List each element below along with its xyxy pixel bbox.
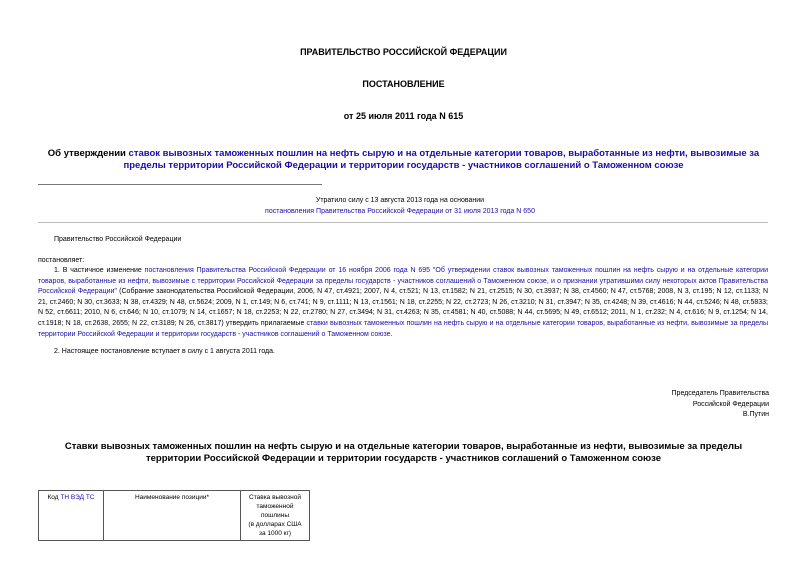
- paragraph-1: [38, 266, 768, 340]
- appendix-title: Ставки вывозных таможенных пошлин на нефть сырую и на отдельные категории товаров, выработанные из нефти, вывозимые за пределы территории Российской Федерации и территории государств - участников соглашений о Таможенном союзе: [64, 441, 743, 464]
- signature-block: [560, 389, 769, 421]
- header-rate-line: Ставка вывозной: [249, 494, 301, 501]
- p1-link-rates[interactable]: ставки вывозных таможенных пошлин на нефть сырую и на отдельные категории товаров, выработанные из нефти, вывозимые за пределы территории Российской Федерации и территории государств - участников соглашений о Таможенном союзе: [38, 319, 769, 338]
- header-code-link[interactable]: ТН ВЭД ТС: [60, 494, 95, 501]
- title-link[interactable]: ставок вывозных таможенных пошлин на нефть сырую и на отдельные категории товаров, выработанные из нефти, вывозимые за пределы территории Российской Федерации и территории государств - участников соглашений о Таможенном союзе: [123, 148, 760, 171]
- p1-link-decree[interactable]: постановления Правительства Российской Федерации от 16 ноября 2006 года N 695 "Об утверждении ставок вывозных таможенных пошлин на нефть сырую и на отдельные категории товаров, выработанные из нефти, вывозимые с территории Российской Федерации за пределы государств - участников соглашений о Таможенном союзе, и о признании утратившими силу некоторых актов Правительства Российской Федерации": [38, 267, 768, 296]
- divider: [38, 184, 322, 185]
- title-prefix: Об утверждении: [47, 148, 129, 159]
- table-header-row: [39, 491, 310, 541]
- document-date: от 25 июля 2011 года N 615: [343, 111, 464, 121]
- header-name: Наименование позиции*: [104, 491, 241, 541]
- header-rate-line: (в долларах США: [248, 521, 302, 528]
- government-heading: ПРАВИТЕЛЬСТВО РОССИЙСКОЙ ФЕДЕРАЦИИ: [300, 47, 507, 57]
- status-line: Утратило силу с 13 августа 2013 года на основании: [315, 197, 485, 204]
- rates-table: [38, 490, 310, 541]
- status-note: [230, 195, 570, 217]
- signature-name: В.Путин: [742, 411, 769, 418]
- header-code: [39, 491, 104, 541]
- p1-start: 1. В частичное изменение: [54, 267, 145, 274]
- paragraph-2: 2. Настоящее постановление вступает в силу с 1 августа 2011 года.: [54, 348, 275, 355]
- government-name: Правительство Российской Федерации: [54, 236, 182, 243]
- signature-org: Российской Федерации: [692, 400, 769, 408]
- header-rate-line: за 1000 кг): [258, 530, 292, 537]
- p1-end: .: [390, 330, 393, 338]
- signature-title: Председатель Правительства: [671, 390, 769, 397]
- divider: [38, 222, 768, 223]
- decrees-word: постановляет:: [38, 257, 85, 264]
- header-code-prefix: Код: [47, 494, 61, 501]
- header-rate-line: таможенной пошлины: [256, 503, 294, 519]
- status-link[interactable]: постановления Правительства Российской Федерации от 31 июля 2013 года N 650: [265, 208, 535, 215]
- p1-middle: (Собрание законодательства Российской Федерации, 2006, N 47, ст.4921; 2007, N 4, ст.521; N 13, ст.1582; N 21, ст.2515; N 30, ст.3937; N 38, ст.4560; N 47, ст.5768; 2008, N 3, ст.195; N 12, ст.1133; N 21, ст.2460; N 30, ст.3633; N 38, ст.4329; N 48, ст.5624; 2009, N 1, ст.149; N 6, ст.741; N 9, ст.1111; N 13, ст.1561; N 18, ст.2255; N 22, ст.2723; N 26, ст.3210; N 31, ст.3947; N 35, ст.4248; N 39, ст.4616; N 44, ст.5246; N 48, ст.5833; N 52, ст.6611; 2010, N 6, ст.646; N 10, ст.1079; N 14, ст.1657; N 18, ст.2253; N 22, ст.2780; N 27, ст.3494; N 31, ст.4263; N 35, ст.4581; N 40, ст.5088; N 44, ст.5695; N 49, ст.6512; 2011, N 1, ст.232; N 4, ст.616; N 9, ст.1254; N 14, ст.1918; N 18, ст.2638, 2655; N 22, ст.3189; N 26, ст.3817) утвердить прилагаемые: [38, 288, 769, 327]
- header-rate: [241, 491, 310, 541]
- document-type: ПОСТАНОВЛЕНИЕ: [362, 79, 445, 89]
- document-title: [0, 148, 807, 172]
